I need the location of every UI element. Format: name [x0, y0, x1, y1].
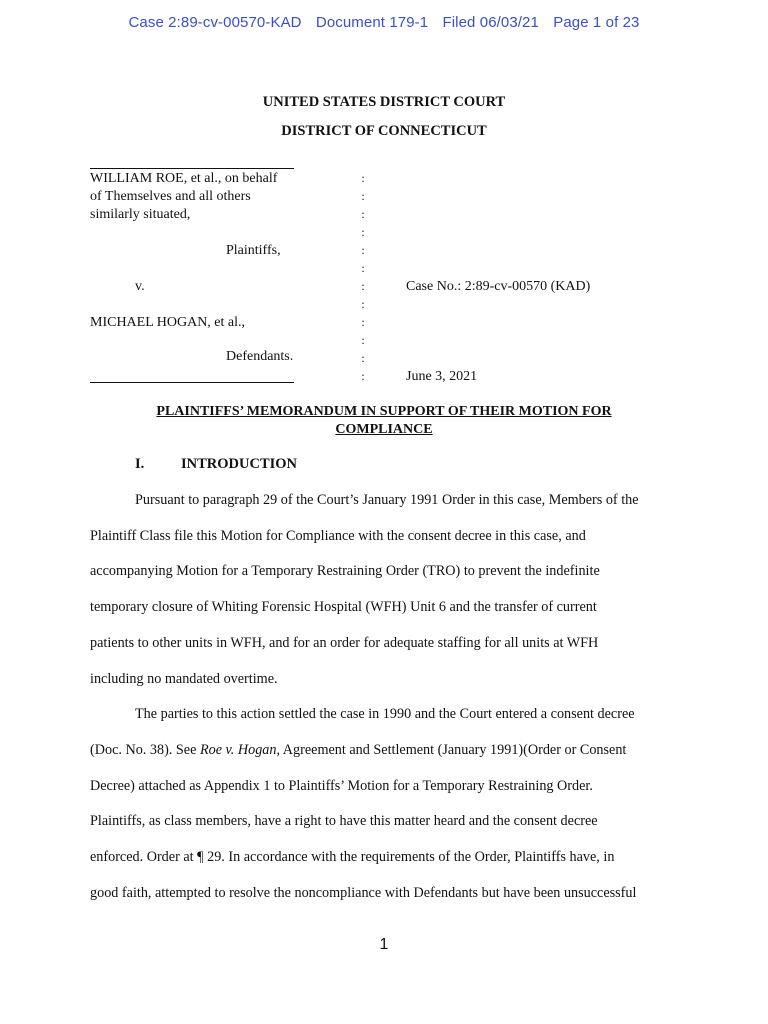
header-document-number: Document 179-1	[315, 14, 429, 31]
section-number: I.	[135, 456, 145, 472]
caption-defendants-label: Defendants.	[226, 349, 294, 364]
header-filed-date: Filed 06/03/21	[442, 14, 539, 31]
caption-colon: :	[361, 189, 365, 203]
caption-versus: v.	[135, 279, 145, 294]
body-line: Plaintiff Class file this Motion for Compliance with the consent decree in this case, and	[90, 528, 586, 544]
caption-colon: :	[361, 207, 365, 221]
body-line: temporary closure of Whiting Forensic Hospital (WFH) Unit 6 and the transfer of current	[90, 599, 597, 615]
body-line: patients to other units in WFH, and for an order for adequate staffing for all units at WFH	[90, 635, 599, 651]
caption-top-rule	[90, 168, 294, 169]
caption-plaintiff-line-1: WILLIAM ROE, et al., on behalf	[90, 171, 278, 186]
caption-colon: :	[361, 225, 365, 239]
caption-colon: :	[361, 297, 365, 311]
body-line	[90, 742, 626, 759]
caption-colon: :	[361, 261, 365, 275]
court-name: UNITED STATES DISTRICT COURT	[262, 94, 506, 110]
filing-header	[0, 14, 768, 31]
body-line: good faith, attempted to resolve the noncompliance with Defendants but have been unsuccessful	[90, 885, 637, 901]
caption-plaintiff-line-2: of Themselves and all others	[90, 189, 251, 204]
header-page-count: Page 1 of 23	[553, 14, 640, 31]
page-number: 1	[379, 936, 389, 953]
body-line: accompanying Motion for a Temporary Restraining Order (TRO) to prevent the indefinite	[90, 563, 600, 579]
court-district: DISTRICT OF CONNECTICUT	[281, 123, 487, 139]
body-text: (Doc. No. 38). See	[90, 742, 200, 758]
caption-colon: :	[361, 333, 365, 347]
body-line: The parties to this action settled the case in 1990 and the Court entered a consent decree	[135, 706, 635, 722]
caption-colon: :	[361, 279, 365, 293]
body-line: Plaintiffs, as class members, have a right to have this matter heard and the consent decree	[90, 813, 598, 829]
body-line: Pursuant to paragraph 29 of the Court’s January 1991 Order in this case, Members of the	[135, 492, 639, 508]
document-title-line-1: PLAINTIFFS’ MEMORANDUM IN SUPPORT OF THEIR MOTION FOR	[156, 404, 612, 419]
caption-case-number: Case No.: 2:89-cv-00570 (KAD)	[406, 279, 591, 294]
body-line: including no mandated overtime.	[90, 671, 278, 687]
caption-plaintiffs-label: Plaintiffs,	[226, 243, 281, 258]
body-line: Decree) attached as Appendix 1 to Plaintiffs’ Motion for a Temporary Restraining Order.	[90, 778, 593, 794]
case-citation: Roe v. Hogan	[199, 742, 277, 758]
caption-date: June 3, 2021	[406, 369, 478, 384]
caption-colon: :	[361, 369, 365, 383]
caption-colon: :	[361, 243, 365, 257]
caption-colon: :	[361, 171, 365, 185]
body-text: , Agreement and Settlement (January 1991)(Order or Consent	[276, 742, 627, 758]
caption-bottom-rule	[90, 382, 294, 383]
caption-colon: :	[361, 351, 365, 365]
document-title-line-2: COMPLIANCE	[335, 422, 433, 437]
caption-colon: :	[361, 315, 365, 329]
header-case-number: Case 2:89-cv-00570-KAD	[128, 14, 302, 31]
caption-plaintiff-line-3: similarly situated,	[90, 207, 191, 222]
section-heading: INTRODUCTION	[181, 456, 298, 472]
body-line: enforced. Order at ¶ 29. In accordance with the requirements of the Order, Plaintiffs have, in	[90, 849, 615, 865]
caption-defendant: MICHAEL HOGAN, et al.,	[90, 315, 246, 330]
